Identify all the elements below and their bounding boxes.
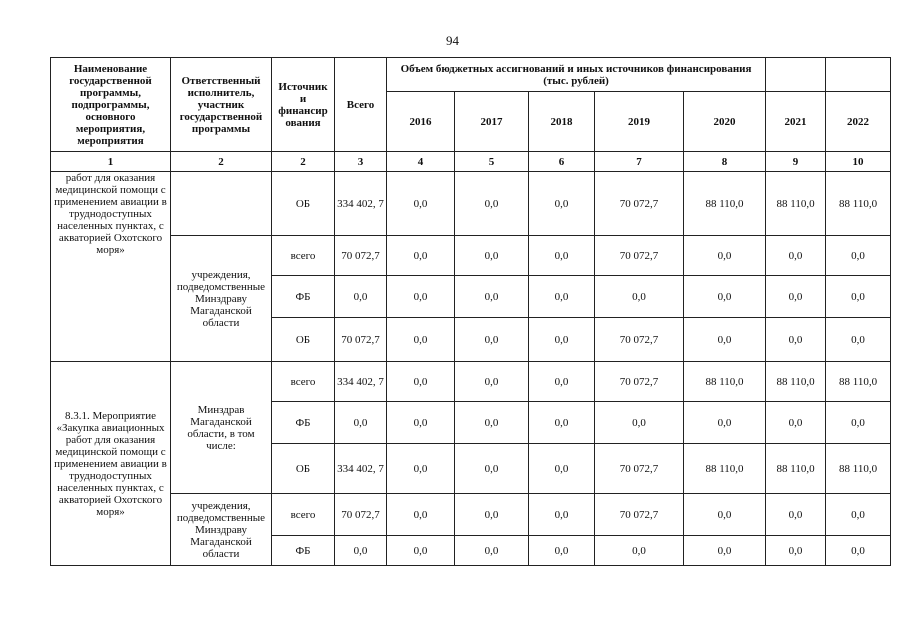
value-cell: 70 072,7 (595, 444, 684, 494)
value-cell: 88 110,0 (684, 444, 766, 494)
value-cell: 0,0 (529, 444, 595, 494)
table-row (51, 172, 891, 236)
value-cell: 0,0 (387, 318, 455, 362)
value-cell: 0,0 (595, 276, 684, 318)
value-cell: 0,0 (826, 402, 891, 444)
value-cell: 0,0 (826, 536, 891, 566)
budget-table (50, 57, 891, 566)
year-header: 2019 (595, 92, 684, 152)
table-row (51, 236, 891, 276)
value-cell: 0,0 (684, 276, 766, 318)
value-cell: 70 072,7 (595, 318, 684, 362)
value-cell: 0,0 (766, 276, 826, 318)
value-cell: 70 072,7 (595, 172, 684, 236)
value-cell: 0,0 (455, 318, 529, 362)
index-cell: 1 (51, 152, 171, 172)
index-cell: 7 (595, 152, 684, 172)
header-empty-1 (766, 58, 826, 92)
source-cell: ОБ (272, 172, 335, 236)
value-cell: 0,0 (455, 402, 529, 444)
source-cell: ФБ (272, 402, 335, 444)
header-empty-2 (826, 58, 891, 92)
value-cell: 0,0 (684, 236, 766, 276)
total-cell: 70 072,7 (335, 318, 387, 362)
executor-cell: учреждения, подведомственные Минздраву Магаданской области (171, 236, 272, 362)
value-cell: 0,0 (387, 236, 455, 276)
source-cell: ОБ (272, 318, 335, 362)
header-volume: Объем бюджетных ассигнований и иных источников финансирования (тыс. рублей) (387, 58, 766, 92)
value-cell: 0,0 (455, 494, 529, 536)
value-cell: 70 072,7 (595, 494, 684, 536)
value-cell: 0,0 (826, 494, 891, 536)
value-cell: 88 110,0 (766, 172, 826, 236)
value-cell: 0,0 (455, 444, 529, 494)
value-cell: 0,0 (387, 172, 455, 236)
value-cell: 88 110,0 (826, 444, 891, 494)
value-cell: 0,0 (455, 236, 529, 276)
value-cell: 0,0 (455, 536, 529, 566)
index-cell: 10 (826, 152, 891, 172)
total-cell: 70 072,7 (335, 236, 387, 276)
value-cell: 0,0 (387, 402, 455, 444)
value-cell: 0,0 (455, 362, 529, 402)
total-cell: 0,0 (335, 402, 387, 444)
value-cell: 0,0 (766, 494, 826, 536)
source-cell: ОБ (272, 444, 335, 494)
value-cell: 0,0 (455, 172, 529, 236)
year-header: 2022 (826, 92, 891, 152)
year-header: 2018 (529, 92, 595, 152)
value-cell: 0,0 (387, 536, 455, 566)
value-cell: 0,0 (529, 402, 595, 444)
total-cell: 0,0 (335, 536, 387, 566)
value-cell: 0,0 (529, 318, 595, 362)
value-cell: 0,0 (826, 318, 891, 362)
value-cell: 0,0 (766, 536, 826, 566)
source-cell: всего (272, 236, 335, 276)
value-cell: 0,0 (387, 276, 455, 318)
value-cell: 70 072,7 (595, 362, 684, 402)
source-cell: ФБ (272, 536, 335, 566)
executor-cell-empty (171, 172, 272, 236)
page-number: 94 (446, 33, 459, 48)
value-cell: 88 110,0 (766, 444, 826, 494)
year-header: 2021 (766, 92, 826, 152)
value-cell: 0,0 (529, 362, 595, 402)
value-cell: 0,0 (684, 402, 766, 444)
value-cell: 0,0 (595, 536, 684, 566)
value-cell: 0,0 (529, 172, 595, 236)
header-source: Источник и финансир ования (272, 58, 335, 152)
year-header: 2016 (387, 92, 455, 152)
index-cell: 5 (455, 152, 529, 172)
year-header: 2020 (684, 92, 766, 152)
source-cell: всего (272, 494, 335, 536)
index-cell: 4 (387, 152, 455, 172)
value-cell: 88 110,0 (826, 172, 891, 236)
activity-name: работ для оказания медицинской помощи с применением авиации в труднодоступных населенных пунктах, с акваторией Охотского моря» (51, 172, 171, 362)
total-cell: 70 072,7 (335, 494, 387, 536)
index-row (51, 152, 891, 172)
value-cell: 0,0 (684, 318, 766, 362)
value-cell: 0,0 (387, 494, 455, 536)
header-name: Наименование государственной программы, подпрограммы, основного мероприятия, мероприятия (51, 58, 171, 152)
value-cell: 0,0 (455, 276, 529, 318)
value-cell: 0,0 (529, 276, 595, 318)
value-cell: 88 110,0 (826, 362, 891, 402)
value-cell: 0,0 (387, 362, 455, 402)
value-cell: 0,0 (826, 236, 891, 276)
table-row (51, 494, 891, 536)
value-cell: 0,0 (766, 236, 826, 276)
value-cell: 88 110,0 (684, 172, 766, 236)
total-cell: 0,0 (335, 276, 387, 318)
index-cell: 3 (335, 152, 387, 172)
value-cell: 0,0 (684, 536, 766, 566)
value-cell: 88 110,0 (684, 362, 766, 402)
index-cell: 8 (684, 152, 766, 172)
executor-cell: учреждения, подведомственные Минздраву Магаданской области (171, 494, 272, 566)
index-cell: 2 (272, 152, 335, 172)
value-cell: 0,0 (684, 494, 766, 536)
header-total: Всего (335, 58, 387, 152)
index-cell: 6 (529, 152, 595, 172)
value-cell: 70 072,7 (595, 236, 684, 276)
index-cell: 9 (766, 152, 826, 172)
value-cell: 0,0 (595, 402, 684, 444)
source-cell: ФБ (272, 276, 335, 318)
value-cell: 0,0 (529, 536, 595, 566)
value-cell: 0,0 (529, 236, 595, 276)
activity-name: 8.3.1. Мероприятие «Закупка авиационных работ для оказания медицинской помощи с применением авиации в труднодоступных населенных пунктах, с акваторией Охотского моря» (51, 362, 171, 566)
year-header: 2017 (455, 92, 529, 152)
total-cell: 334 402, 7 (335, 444, 387, 494)
source-cell: всего (272, 362, 335, 402)
value-cell: 0,0 (766, 318, 826, 362)
value-cell: 0,0 (826, 276, 891, 318)
header-executor: Ответственный исполнитель, участник государственной программы (171, 58, 272, 152)
table-row (51, 362, 891, 402)
value-cell: 0,0 (766, 402, 826, 444)
value-cell: 0,0 (387, 444, 455, 494)
value-cell: 0,0 (529, 494, 595, 536)
total-cell: 334 402, 7 (335, 362, 387, 402)
total-cell: 334 402, 7 (335, 172, 387, 236)
executor-cell: Минздрав Магаданской области, в том числе: (171, 362, 272, 494)
value-cell: 88 110,0 (766, 362, 826, 402)
index-cell: 2 (171, 152, 272, 172)
